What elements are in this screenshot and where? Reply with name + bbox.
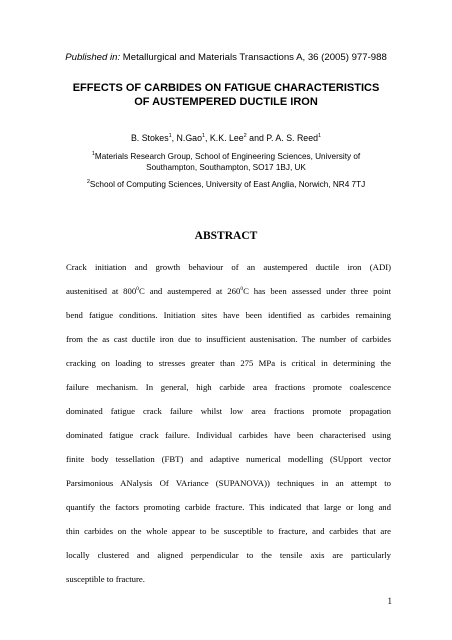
abstract-line: locally clustered and aligned perpendicular to the tensile axis are particularly xyxy=(66,550,391,560)
abstract-line-2a: austenitised at 800 xyxy=(66,286,137,296)
author-3-affil: 2 xyxy=(243,133,247,139)
abstract-line-2b: C and austempered at 260 xyxy=(138,286,241,296)
author-2-affil: 1 xyxy=(201,133,206,139)
author-4: and P. A. S. Reed xyxy=(246,133,318,143)
abstract-line: Parsimonious ANalysis Of VAriance (SUPANOVA)) techniques in an attempt to xyxy=(66,478,391,488)
abstract-line: from the as cast ductile iron due to insufficient austenisation. The number of carbides xyxy=(66,334,391,344)
citation-text: Metallurgical and Materials Transactions A, 36 (2005) 977-988 xyxy=(120,52,387,63)
abstract-line: cracking on loading to stresses greater than 275 MPa is critical in determining the xyxy=(66,358,391,368)
abstract-line: failure mechanism. In general, high carbide area fractions promote coalescence xyxy=(66,382,391,392)
affiliation-2-line-1: School of Computing Sciences, University of East Anglia, Norwich, NR4 7TJ xyxy=(89,180,366,189)
abstract-line: dominated fatigue crack failure whilst low area fractions promote propagation xyxy=(66,406,391,416)
title-line-1: EFFECTS OF CARBIDES ON FATIGUE CHARACTERISTICS xyxy=(72,82,380,94)
abstract-line: dominated fatigue crack failure. Individual carbides have been characterised using xyxy=(66,430,391,440)
abstract-line: quantify the factors promoting carbide fracture. This indicated that large or long and xyxy=(66,502,391,512)
affiliation-1-line-2: Southampton, Southampton, SO17 1BJ, UK xyxy=(146,163,306,172)
abstract-line: susceptible to fracture. xyxy=(66,574,145,584)
paper-title xyxy=(0,82,452,109)
author-list xyxy=(0,133,452,143)
degree-marker: 0 xyxy=(240,286,244,292)
author-1: B. Stokes xyxy=(130,133,169,143)
author-4-affil: 1 xyxy=(317,133,322,139)
publication-citation xyxy=(0,52,452,63)
abstract-line: bend fatigue conditions. Initiation sites have been identified as carbides remaining xyxy=(66,310,391,320)
affiliation-2 xyxy=(0,179,452,190)
affiliation-1-line-1: Materials Research Group, School of Engineering Sciences, University of xyxy=(94,152,361,161)
abstract-line: finite body tessellation (FBT) and adaptive numerical modelling (SUpport vector xyxy=(66,454,391,464)
abstract-line: thin carbides on the whole appear to be susceptible to fracture, and carbides that are xyxy=(66,526,391,536)
author-3: , K.K. Lee xyxy=(205,133,244,143)
abstract-line xyxy=(66,284,391,308)
page-number: 1 xyxy=(387,596,392,606)
affiliation-1 xyxy=(0,151,452,173)
degree-marker: 0 xyxy=(136,286,139,292)
abstract-line: Crack initiation and growth behaviour of an austempered ductile iron (ADI) xyxy=(66,262,391,272)
published-prefix: Published in: xyxy=(65,52,121,63)
author-1-affil: 1 xyxy=(168,133,172,139)
abstract-heading: ABSTRACT xyxy=(194,230,258,242)
abstract-line-2c: C has been assessed under three point xyxy=(243,286,391,296)
author-2: , N.Gao xyxy=(171,133,202,143)
affiliation-1-marker: 1 xyxy=(91,151,95,157)
affiliation-2-marker: 2 xyxy=(86,179,90,185)
abstract-body xyxy=(66,260,391,596)
title-line-2: OF AUSTEMPERED DUCTILE IRON xyxy=(134,95,318,108)
